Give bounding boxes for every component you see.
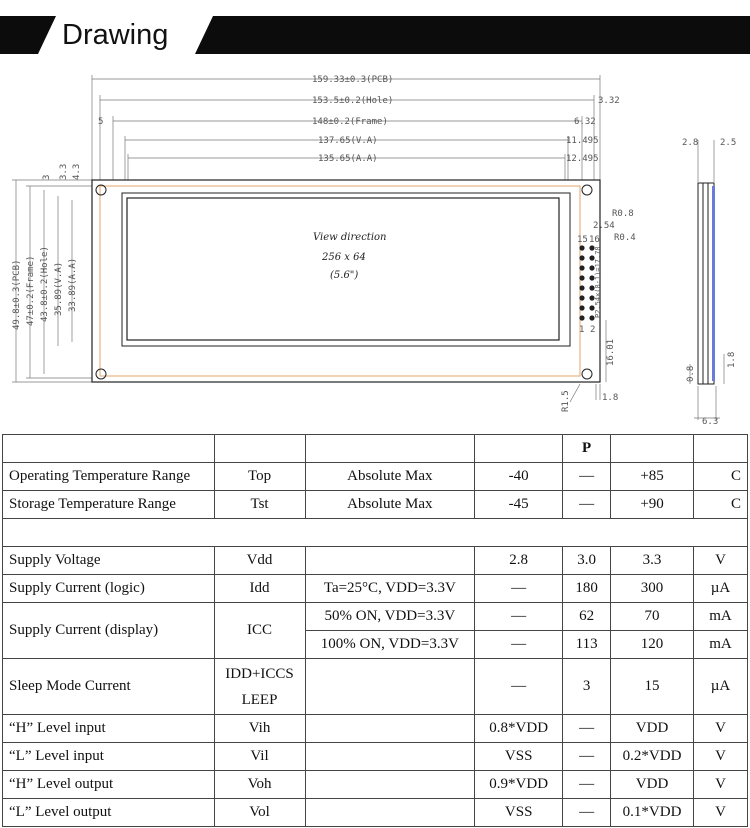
- table-row: [3, 743, 748, 771]
- view-direction-text: View direction: [313, 232, 387, 243]
- header-cell: [3, 435, 215, 463]
- dim-offset-4: 12.495: [566, 154, 599, 164]
- dim-top-offset-2: 3.3: [59, 163, 69, 180]
- header-cell: [694, 435, 748, 463]
- table-header-row: [3, 435, 748, 463]
- symbol-cell: ICC: [214, 603, 305, 659]
- typ-cell: 3: [563, 659, 611, 715]
- table-row: [3, 575, 748, 603]
- condition-cell: Ta=25°C, VDD=3.3V: [305, 575, 475, 603]
- header-cell: P: [563, 435, 611, 463]
- dim-pcb-height: 49.8±0.3(PCB): [12, 259, 22, 330]
- max-cell: 0.2*VDD: [611, 743, 694, 771]
- unit-cell: V: [694, 715, 748, 743]
- condition-cell: [305, 659, 475, 715]
- dim-offset-2: 6.32: [574, 117, 596, 127]
- unit-cell: V: [694, 743, 748, 771]
- sleep-symbol-line-2: LEEP: [241, 691, 278, 708]
- min-cell: 2.8: [475, 547, 563, 575]
- dim-left-offset: 5: [98, 117, 104, 127]
- max-cell: 70: [611, 603, 694, 631]
- max-cell: +90: [611, 491, 694, 519]
- pin-pitch-total: P2.54×(8-1)=17.78: [594, 246, 602, 318]
- max-cell: 300: [611, 575, 694, 603]
- min-cell: 0.8*VDD: [475, 715, 563, 743]
- typ-cell: —: [563, 715, 611, 743]
- min-cell: —: [475, 603, 563, 631]
- side-dim-top-1: 2.8: [682, 138, 699, 148]
- unit-cell: C: [694, 491, 748, 519]
- sleep-symbol-line-1: IDD+ICCS: [225, 665, 294, 682]
- dim-offset-1: 3.32: [598, 96, 620, 106]
- min-cell: VSS: [475, 743, 563, 771]
- param-cell: “L” Level output: [3, 799, 215, 827]
- symbol-cell: Vol: [214, 799, 305, 827]
- size-text: (5.6"): [330, 270, 359, 281]
- table-row: [3, 659, 748, 715]
- pin-label-2: 2: [590, 325, 596, 335]
- pin-label-1: 1: [579, 325, 585, 335]
- table-row: [3, 603, 748, 631]
- pin-pitch-small: 2.54: [593, 221, 615, 231]
- condition-cell: [305, 715, 475, 743]
- table-row: [3, 799, 748, 827]
- pin-radius-inner: R0.4: [614, 233, 636, 243]
- resolution-text: 256 x 64: [322, 252, 366, 263]
- unit-cell: mA: [694, 631, 748, 659]
- typ-cell: 180: [563, 575, 611, 603]
- section-title: Drawing: [62, 19, 169, 51]
- param-cell: Sleep Mode Current: [3, 659, 215, 715]
- param-cell: “L” Level input: [3, 743, 215, 771]
- typ-cell: —: [563, 491, 611, 519]
- table-row: [3, 547, 748, 575]
- dim-frame-width: 148±0.2(Frame): [312, 117, 388, 127]
- condition-cell: [305, 799, 475, 827]
- dim-top-offset-3: 4.3: [72, 163, 82, 180]
- table-row: [3, 771, 748, 799]
- side-dim-bottom-2: 1.8: [727, 351, 737, 368]
- symbol-cell: Vil: [214, 743, 305, 771]
- min-cell: —: [475, 659, 563, 715]
- unit-cell: V: [694, 547, 748, 575]
- dim-aa-height: 33.89(A.A): [68, 257, 78, 312]
- symbol-cell: Tst: [214, 491, 305, 519]
- condition-cell: [305, 743, 475, 771]
- table-row: [3, 491, 748, 519]
- pin-label-16: 16: [589, 235, 600, 245]
- unit-cell: µA: [694, 659, 748, 715]
- dim-offset-3: 11.495: [566, 136, 599, 146]
- typ-cell: 62: [563, 603, 611, 631]
- typ-cell: 113: [563, 631, 611, 659]
- typ-cell: —: [563, 743, 611, 771]
- symbol-cell: Vih: [214, 715, 305, 743]
- unit-cell: V: [694, 799, 748, 827]
- dim-frame-height: 47±0.2(Frame): [26, 255, 36, 326]
- side-dim-bottom-3: 6.3: [702, 417, 719, 427]
- dim-hole-height: 43.8±0.2(Hole): [40, 246, 50, 322]
- min-cell: -45: [475, 491, 563, 519]
- param-cell: “H” Level output: [3, 771, 215, 799]
- symbol-cell: [214, 659, 305, 715]
- symbol-cell: Voh: [214, 771, 305, 799]
- table-spacer-row: [3, 519, 748, 547]
- param-cell: Operating Temperature Range: [3, 463, 215, 491]
- dim-bottom-height: 16.01: [606, 338, 616, 366]
- spacer-cell: [3, 519, 748, 547]
- side-dim-top-2: 2.5: [720, 138, 737, 148]
- symbol-cell: Idd: [214, 575, 305, 603]
- condition-cell: 50% ON, VDD=3.3V: [305, 603, 475, 631]
- dim-hole-width: 153.5±0.2(Hole): [312, 96, 394, 106]
- table-row: [3, 463, 748, 491]
- min-cell: -40: [475, 463, 563, 491]
- unit-cell: V: [694, 771, 748, 799]
- typ-cell: —: [563, 463, 611, 491]
- symbol-cell: Vdd: [214, 547, 305, 575]
- max-cell: 15: [611, 659, 694, 715]
- max-cell: VDD: [611, 715, 694, 743]
- typ-cell: —: [563, 799, 611, 827]
- pin-label-15: 15: [577, 235, 588, 245]
- dim-pcb-width: 159.33±0.3(PCB): [312, 75, 394, 85]
- header-cell: [305, 435, 475, 463]
- condition-cell: [305, 547, 475, 575]
- max-cell: 0.1*VDD: [611, 799, 694, 827]
- param-cell: “H” Level input: [3, 715, 215, 743]
- min-cell: 0.9*VDD: [475, 771, 563, 799]
- condition-cell: Absolute Max: [305, 463, 475, 491]
- min-cell: —: [475, 575, 563, 603]
- dim-aa-width: 135.65(A.A): [318, 154, 378, 164]
- header-cell: [214, 435, 305, 463]
- table-row: [3, 715, 748, 743]
- dim-corner-radius: R1.5: [561, 390, 571, 412]
- side-dim-bottom-1: 0.8: [686, 365, 696, 382]
- condition-cell: [305, 771, 475, 799]
- max-cell: +85: [611, 463, 694, 491]
- dim-va-width: 137.65(V.A): [318, 136, 378, 146]
- condition-cell: Absolute Max: [305, 491, 475, 519]
- param-cell: Storage Temperature Range: [3, 491, 215, 519]
- dim-va-height: 35.89(V.A): [54, 261, 64, 316]
- min-cell: VSS: [475, 799, 563, 827]
- dim-bottom-edge: 1.8: [602, 393, 619, 403]
- max-cell: VDD: [611, 771, 694, 799]
- param-cell: Supply Voltage: [3, 547, 215, 575]
- drawing-labels: [0, 60, 750, 432]
- pin-radius-outer: R0.8: [612, 209, 634, 219]
- header-cell: [475, 435, 563, 463]
- unit-cell: mA: [694, 603, 748, 631]
- electrical-characteristics-table: [2, 434, 748, 827]
- param-cell: Supply Current (display): [3, 603, 215, 659]
- header-cell: [611, 435, 694, 463]
- max-cell: 3.3: [611, 547, 694, 575]
- dim-top-offset-1: 3: [42, 174, 52, 180]
- condition-cell: 100% ON, VDD=3.3V: [305, 631, 475, 659]
- mechanical-drawing: [0, 60, 750, 432]
- symbol-cell: Top: [214, 463, 305, 491]
- unit-cell: C: [694, 463, 748, 491]
- unit-cell: µA: [694, 575, 748, 603]
- typ-cell: —: [563, 771, 611, 799]
- typ-cell: 3.0: [563, 547, 611, 575]
- param-cell: Supply Current (logic): [3, 575, 215, 603]
- min-cell: —: [475, 631, 563, 659]
- max-cell: 120: [611, 631, 694, 659]
